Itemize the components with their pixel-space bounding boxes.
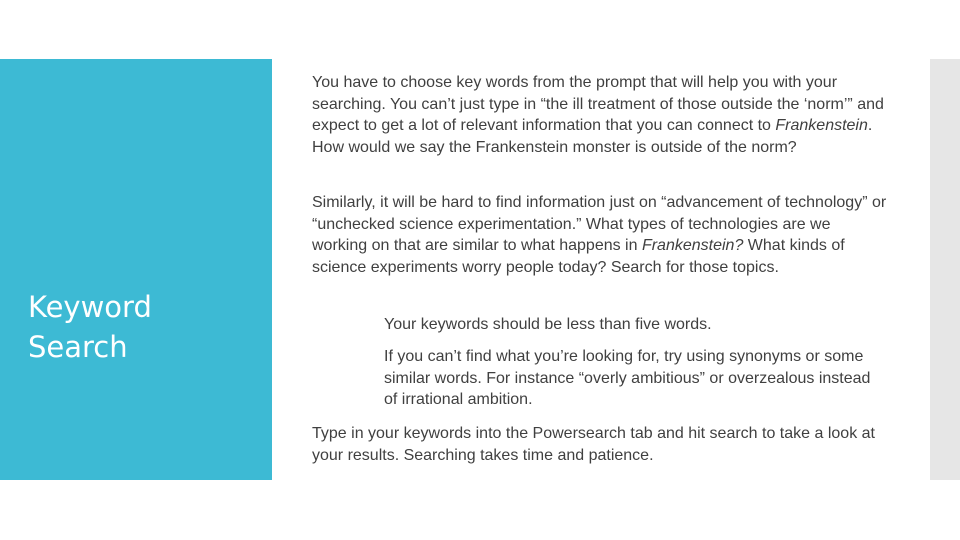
slide-title: Keyword Search: [28, 290, 152, 364]
paragraph-keyword-choice: [312, 72, 887, 158]
paragraph-synonyms: If you can’t find what you’re looking for, try using synonyms or some similar words. For instance “overly ambitious” or overzealous instead of irrational ambition.: [384, 348, 871, 409]
paragraph-text: What kinds of science experiments worry people today? Search for those topics.: [312, 237, 845, 276]
right-side-bar: [930, 59, 960, 480]
paragraph-text: Similarly, it will be hard to find information just on “advancement of technology” or “unchecked science experimentation.” What types of technologies are we working on that are similar to what happens in: [312, 194, 887, 255]
paragraph-text: . How would we say the Frankenstein monster is outside of the norm?: [312, 117, 873, 156]
paragraph-similar-topics: [312, 192, 887, 278]
italic-book-title: Frankenstein: [775, 117, 868, 135]
paragraph-keyword-length: Your keywords should be less than five words.: [384, 316, 712, 333]
italic-book-title: Frankenstein?: [641, 237, 744, 255]
paragraph-powersearch: Type in your keywords into the Powersearch tab and hit search to take a look at your results. Searching takes time and patience.: [312, 425, 875, 464]
accent-panel: [0, 59, 272, 480]
paragraph-text: You have to choose key words from the prompt that will help you with your searching. You can’t just type in “the ill treatment of those outside the ‘norm’” and expect to get a lot of relevant information that you can connect to: [312, 74, 884, 135]
